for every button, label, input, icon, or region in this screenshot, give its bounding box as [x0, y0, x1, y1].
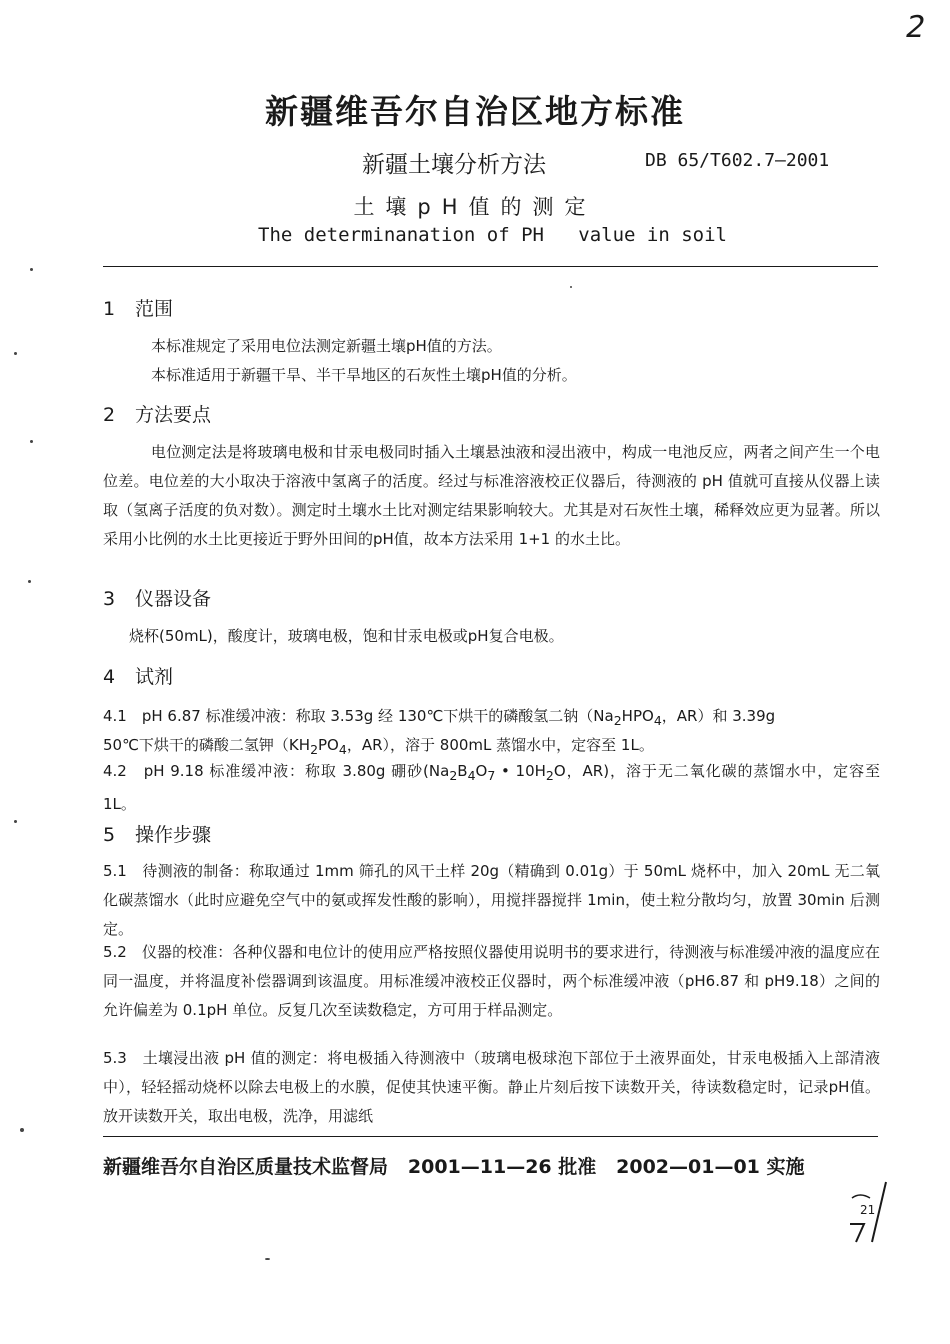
reagent-4-2: 4.2 pH 9.18 标准缓冲液：称取 3.80g 硼砂($Na_2B_4O_7$ • $10H_2O$，AR)，溶于无二氧化碳的蒸馏水中，定容至 1L。: [103, 762, 881, 813]
reagent-4-1-line-2: 50℃下烘干的磷酸二氢钾（$KH_2PO_4$，AR），溶于 800mL 蒸馏水中，定容至 1L。: [103, 736, 654, 757]
document-title-en: The determinanation of PH value in soil: [258, 224, 727, 246]
issuing-authority: 新疆维吾尔自治区质量技术监督局: [103, 1156, 389, 1178]
method-principle-paragraph: 电位测定法是将玻璃电极和甘汞电极同时插入土壤悬浊液和浸出液中，构成一电池反应，两者之间产生一个电位差。电位差的大小取决于溶液中氢离子的活度。经过与标准溶液校正仪器后，待测液的 pH 值就可直接从仪器上读取（氢离子活度的负对数）。测定时土壤水土比对测定结果影响较大。尤其是对石灰性土壤，稀释效应更为显著。所以采用小比例的水土比更接近于野外田间的pH值，故本方法采用 1+1 的水土比。: [103, 443, 880, 548]
series-title: 新疆土壤分析方法: [362, 152, 546, 178]
procedure-5-2: 5.2 仪器的校准：各种仪器和电位计的使用应严格按照仪器使用说明书的要求进行，待测液与标准缓冲液的温度应在同一温度，并将温度补偿器调到该温度。用标准缓冲液校正仪器时，两个标准缓冲液（pH6.87 和 pH9.18）之间的允许偏差为 0.1pH 单位。反复几次至读数稳定，方可用于样品测定。: [103, 943, 880, 1019]
procedure-5-3: 5.3 土壤浸出液 pH 值的测定：将电极插入待测液中（玻璃电极球泡下部位于土液界面处，甘汞电极插入上部清液中），轻轻摇动烧杯以除去电极上的水膜，促使其快速平衡。静止片刻后按下读数开关，待读数稳定时，记录pH值。放开读数开关，取出电极，洗净，用滤纸: [103, 1049, 880, 1125]
approval-date: 2001—11—26 批准: [407, 1156, 597, 1178]
section-title: 范围: [135, 298, 174, 320]
section-title: 试剂: [135, 666, 174, 688]
section-number: 4: [103, 666, 116, 688]
section-number: 1: [103, 298, 116, 320]
scan-speck: [265, 1258, 270, 1260]
effective-date: 2002—01—01 实施: [616, 1156, 805, 1178]
section-2-heading: [103, 400, 211, 427]
section-title: 仪器设备: [135, 588, 212, 610]
section-title: 方法要点: [135, 404, 212, 426]
section-3-heading: [103, 584, 211, 611]
section-number: 3: [103, 588, 116, 610]
section-4-heading: [103, 662, 173, 689]
reagent-4-1-line-1: 4.1 pH 6.87 标准缓冲液：称取 3.53g 经 130℃下烘干的磷酸氢二钠（$Na_2HPO_4$，AR）和 3.39g: [103, 707, 776, 728]
section-5-heading: [103, 820, 211, 847]
scan-speck: [570, 286, 572, 288]
scan-speck: [28, 580, 31, 583]
handwritten-page-mark: 2: [902, 10, 929, 45]
scan-speck: [20, 1128, 24, 1132]
standard-code: DB 65/T602.7—2001: [645, 150, 830, 171]
page-number: 21: [860, 1203, 876, 1217]
handwritten-page-number-mark: [842, 1176, 894, 1246]
equipment-paragraph: 烧杯(50mL)，酸度计，玻璃电极，饱和甘汞电极或pH复合电极。: [129, 627, 564, 645]
org-standard-title: 新疆维吾尔自治区地方标准: [265, 92, 685, 131]
scope-paragraph-1: 本标准规定了采用电位法测定新疆土壤pH值的方法。: [151, 337, 502, 355]
header-divider: [103, 266, 878, 267]
scope-paragraph-2: 本标准适用于新疆干旱、半干旱地区的石灰性土壤pH值的分析。: [151, 366, 577, 384]
document-title-zh: 土壤pH值的测定: [353, 195, 597, 219]
footer-line: [103, 1152, 805, 1179]
footer-divider: [103, 1136, 878, 1137]
procedure-5-1: 5.1 待测液的制备：称取通过 1mm 筛孔的风干土样 20g（精确到 0.01g）于 50mL 烧杯中，加入 20mL 无二氧化碳蒸馏水（此时应避免空气中的氨或挥发性酸的影响），用搅拌器搅拌 1min，使土粒分散均匀，放置 30min 后测定。: [103, 862, 880, 938]
scan-speck: [14, 820, 17, 823]
section-number: 5: [103, 824, 116, 846]
scan-speck: [30, 440, 33, 443]
scan-speck: [30, 268, 33, 271]
section-number: 2: [103, 404, 116, 426]
section-title: 操作步骤: [135, 824, 212, 846]
scan-speck: [14, 352, 17, 355]
section-1-heading: [103, 294, 173, 321]
